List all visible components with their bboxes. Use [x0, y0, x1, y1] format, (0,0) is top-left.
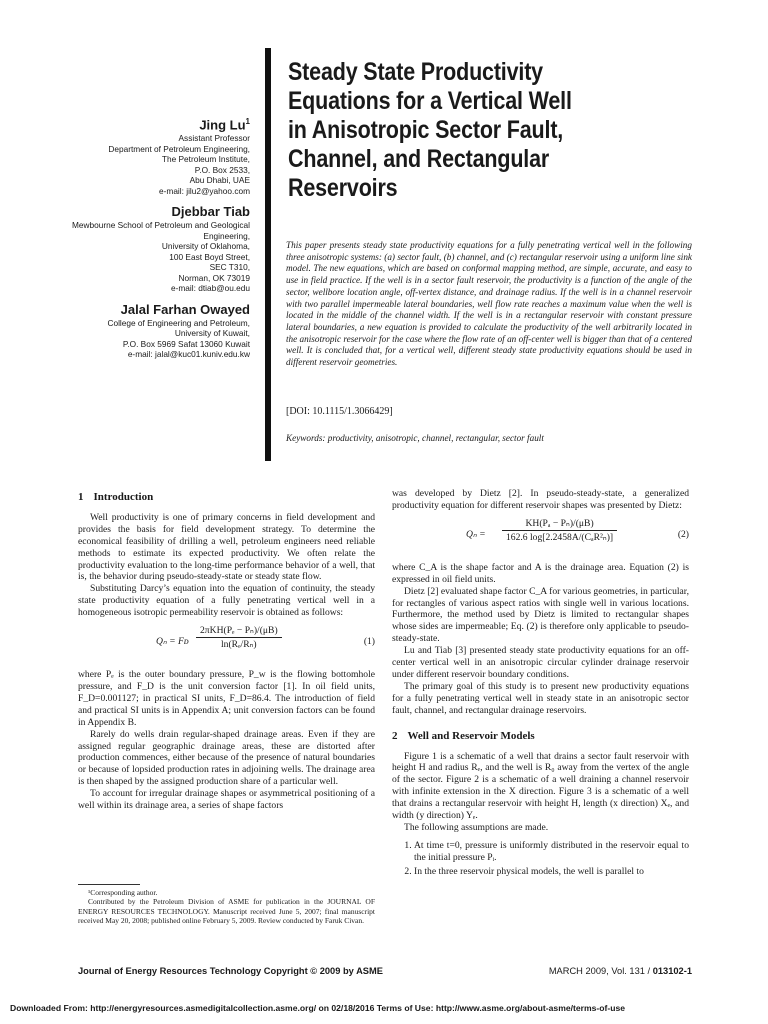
author-email: e-mail: jalal@kuc01.kuniv.edu.kw [127, 349, 250, 360]
issue-info: MARCH 2009, Vol. 131 / 013102-1 [548, 966, 692, 976]
paragraph: Rarely do wells drain regular-shaped drainage areas. Even if they are assigned regular geographic drainage areas, these are distorted after production commences, either because of the presence of natural boundaries or because of lopsided production rates in adjoining wells. The drainage area is then shaped by the assigned production share of a particular well. [78, 728, 375, 788]
affiliation-line: Norman, OK 73019 [178, 272, 250, 283]
paragraph: Figure 1 is a schematic of a well that drains a sector fault reservoir with height H and radius Rₑ, and the well is R₀ away from the vertex of the angle of the sector. Figure 2 is a schematic of a well draining a channel reservoir with infinite extension in the X direction. Figure 3 is a schematic of a well that drains a rectangular reservoir with height H, length (x direction) Xₑ, and width (y direction) Yₑ. [392, 750, 689, 822]
equation-denominator: 162.6 log[2.2458A/(CₐR²ₙ)] [502, 530, 617, 544]
paragraph: The following assumptions are made. [404, 821, 549, 833]
section-heading: 1 Introduction [78, 491, 154, 503]
author-list [25, 114, 250, 368]
download-notice: Downloaded From: http://energyresources.asmedigitalcollection.asme.org/ on 02/18/2016 Terms of Use: http://www.asme.org/about-asme/terms-of-use [10, 1003, 626, 1013]
author-3 [25, 302, 250, 360]
footnote: ¹Corresponding author. [88, 888, 158, 897]
title-divider-bar [265, 48, 271, 461]
affiliation-line: P.O. Box 2533, [194, 164, 250, 175]
author-2 [25, 204, 250, 294]
footnote: Contributed by the Petroleum Division of ASME for publication in the JOURNAL OF ENERGY RESOURCES TECHNOLOGY. Manuscript received June 5, 2007; final manuscript received May 20, 2008; published online February 5, 2009. Review conducted by Faruk Civan. [78, 897, 375, 925]
affiliation-line: SEC T310, [209, 262, 250, 273]
body-column-left [78, 490, 375, 812]
assumption-list [392, 840, 689, 878]
paragraph: Well productivity is one of primary concerns in field development and provides the basis for field development strategy. To determine the economical feasibility of drilling a well, petroleum engineers need reliable methods to estimate its expected productivity. We often relate the productivity evaluation to the long-time performance behavior of a well, that is, the behavior during pseudo-steady-state or steady state flow. [78, 511, 375, 583]
equation-number: (1) [363, 636, 375, 648]
footnotes [78, 888, 375, 925]
equation-fraction [502, 518, 617, 544]
equation-numerator: 2πKH(Pₑ − Pₙ)/(μB) [200, 625, 278, 637]
affiliation-line: The Petroleum Institute, [161, 154, 250, 165]
paragraph: The primary goal of this study is to present new productivity equations for a fully penetrating vertical well in steady state in an anisotropic sector fault, channel, and rectangular drainage reservoirs. [392, 680, 689, 716]
equation-denominator: ln(Rₑ/Rₙ) [196, 637, 282, 651]
affiliation-line: Engineering, [203, 230, 250, 241]
paragraph: Substituting Darcy’s equation into the equation of continuity, the steady state productivity equation of a fully penetrating vertical well in a homogeneous isotropic permeability reservoir is obtained as follows: [78, 583, 375, 619]
paper-title: Steady State Productivity Equations for a Vertical Well in Anisotropic Sector Fault, Channel, and Rectangular Reservoirs [288, 58, 572, 202]
author-email: e-mail: jilu2@yahoo.com [159, 185, 250, 196]
doi: [DOI: 10.1115/1.3066429] [286, 406, 393, 417]
journal-name: Journal of Energy Resources Technology Copyright © 2009 by ASME [78, 966, 383, 976]
affiliation-line: P.O. Box 5969 Safat 13060 Kuwait [122, 338, 250, 349]
footnote-rule [78, 884, 140, 885]
affiliation-line: Abu Dhabi, UAE [189, 175, 250, 186]
affiliation-line: Assistant Professor [178, 133, 250, 144]
keywords: Keywords: productivity, anisotropic, channel, rectangular, sector fault [286, 433, 544, 443]
abstract: This paper presents steady state productivity equations for a fully penetrating vertical well in the following three anisotropic systems: (a) sector fault, (b) channel, and (c) rectangular reservoir using a uniform line sink model. The new equations, which are based on conformal mapping method, are simple, accurate, and easy to use in field practice. If the well is in a sector fault reservoir, the productivity is a function of the angle of the sector, wellbore location angle, off-vertex distance, and drainage radius. If the well is in a channel reservoir with two parallel impermeable lateral boundaries, well flow rate reaches a maximum value when the well is located in the middle of the channel width. If the well is in a rectangular reservoir with constant pressure lateral boundaries, a new equation is provided to calculate the productivity of the well arbitrarily located in the anisotropic reservoir for the case where the flow rate of an off-center well is bigger than that of a centered well. It is concluded that, for a vertical well, different steady state productivity equations should be used in different reservoir geometries. [286, 240, 692, 368]
author-email: e-mail: dtiab@ou.edu [171, 283, 250, 294]
affiliation-line: 100 East Boyd Street, [169, 251, 250, 262]
list-item: 1. At time t=0, pressure is uniformly distributed in the reservoir equal to the initial pressure Pᵢ. [414, 840, 689, 864]
equation-lhs: Qₙ = [466, 528, 486, 540]
paragraph: was developed by Dietz [2]. In pseudo-steady-state, a generalized productivity equation for different reservoir shapes was presented by Dietz: [392, 488, 689, 511]
affiliation-line: University of Oklahoma, [161, 241, 250, 252]
paragraph: Lu and Tiab [3] presented steady state productivity equations for an off-center vertical well in an anisotropic circular cylinder drainage reservoir under different reservoir boundary conditions. [392, 645, 689, 680]
equation-numerator: KH(Pₐ − Pₙ)/(μB) [525, 517, 594, 529]
equation-1 [78, 625, 375, 661]
equation-lhs: Qₙ = Fᴅ [156, 636, 189, 648]
paragraph: To account for irregular drainage shapes or asymmetrical positioning of a well within its drainage area, a series of shape factors [78, 788, 375, 812]
page-number: 013102-1 [652, 966, 692, 976]
affiliation-line: Mewbourne School of Petroleum and Geological [71, 220, 250, 231]
body-column-right [392, 488, 689, 880]
author-name: Jing Lu$^1$ [199, 117, 250, 133]
list-item: 2. In the three reservoir physical models, the well is parallel to [414, 866, 689, 878]
equation-2 [392, 518, 689, 554]
section-heading: 2 Well and Reservoir Models [392, 729, 535, 742]
equation-number: (2) [677, 528, 689, 540]
paragraph: where C_A is the shape factor and A is the drainage area. Equation (2) is expressed in oil field units. [392, 561, 689, 585]
paragraph: where Pₑ is the outer boundary pressure, P_w is the flowing bottomhole pressure, and F_D is the unit conversion factor [1]. In oil field units, F_D=0.001127; in practical SI units, F_D=86.4. The introduction of field and practical SI units is in Appendix A; unit conversion factors can be found in Appendix B. [78, 669, 375, 728]
author-name: Jalal Farhan Owayed [120, 301, 250, 317]
affiliation-line: College of Engineering and Petroleum, [107, 317, 250, 328]
paragraph: Dietz [2] evaluated shape factor C_A for various geometries, in particular, for rectangles of various aspect ratios with single well in various locations. Furthermore, the method used by Dietz is limited to rectangular shapes whose sides are impermeable; Eq. (2) is therefore only applicable to pseudo-steady-state. [392, 585, 689, 645]
equation-fraction [196, 625, 282, 651]
affiliation-line: University of Kuwait, [174, 328, 250, 339]
author-1 [25, 114, 250, 196]
affiliation-line: Department of Petroleum Engineering, [108, 143, 250, 154]
author-name: Djebbar Tiab [171, 204, 250, 220]
